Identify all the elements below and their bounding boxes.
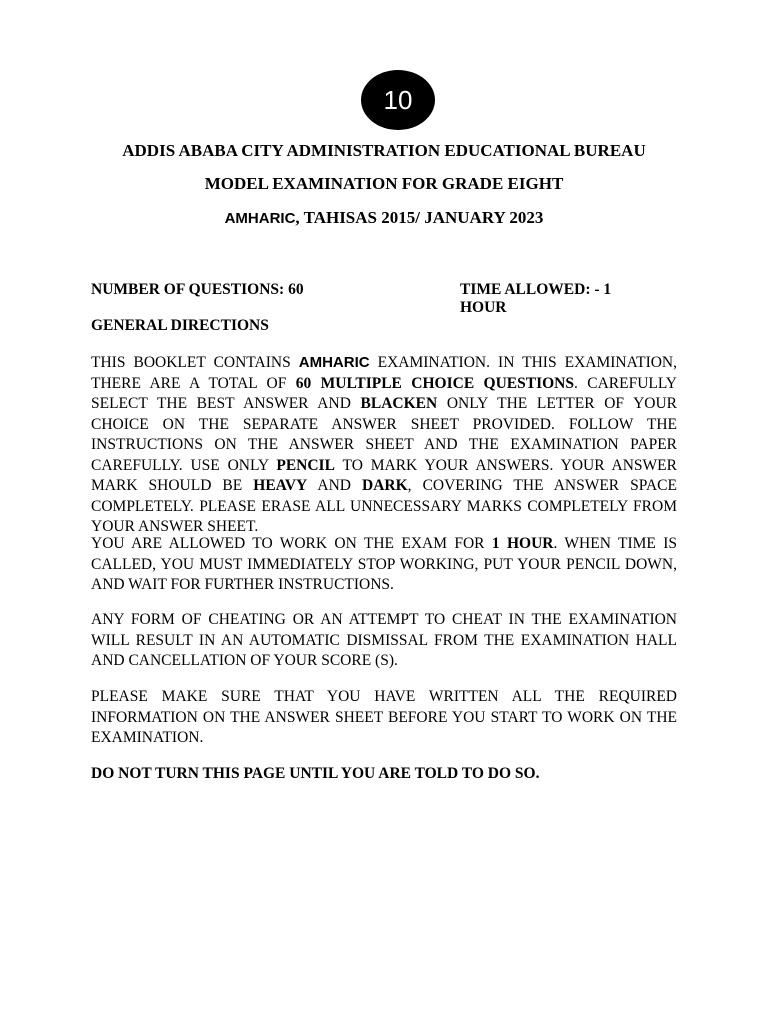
directions-paragraph-1 [91,353,677,538]
exam-date: , TAHISAS 2015/ JANUARY 2023 [295,208,544,227]
text: EXAMINATION. IN THIS EXAMINATION, THERE ARE A TOTAL OF [91,354,677,392]
question-count-emphasis: 60 MULTIPLE CHOICE QUESTIONS [295,374,574,392]
text: AND [307,477,363,494]
page-number: 10 [383,84,413,115]
text: YOU ARE ALLOWED TO WORK ON THE EXAM FOR [91,535,492,552]
number-of-questions: NUMBER OF QUESTIONS: 60 [91,281,304,298]
subject-name: AMHARIC [224,210,296,227]
directions-heading: GENERAL DIRECTIONS [91,317,269,334]
heavy-emphasis: HEAVY [253,477,308,494]
page-number-badge [361,70,435,130]
bureau-title: ADDIS ABABA CITY ADMINISTRATION EDUCATIONAL BUREAU [122,141,646,160]
exam-info-row [91,281,657,316]
duration-emphasis: 1 HOUR [491,535,554,552]
time-allowed: TIME ALLOWED: - 1 HOUR [460,281,612,316]
directions-paragraph-3: ANY FORM OF CHEATING OR AN ATTEMPT TO CHEAT IN THE EXAMINATION WILL RESULT IN AN AUTOMATIC DISMISSAL FROM THE EXAMINATION HALL AND CANCELLATION OF YOUR SCORE (S). [91,611,677,669]
text: TO MARK YOUR ANSWERS. YOUR ANSWER MARK SHOULD BE [91,456,677,494]
text: , COVERING THE ANSWER SPACE COMPLETELY. PLEASE ERASE ALL UNNECESSARY MARKS COMPLETELY FROM YOUR ANSWER SHEET. [91,477,677,535]
subject-emphasis: AMHARIC [298,354,370,371]
text: . CAREFULLY SELECT THE BEST ANSWER AND [91,374,677,412]
directions-paragraph-4: PLEASE MAKE SURE THAT YOU HAVE WRITTEN ALL THE REQUIRED INFORMATION ON THE ANSWER SHEET BEFORE YOU START TO WORK ON THE EXAMINATION. [91,688,677,746]
exam-title: MODEL EXAMINATION FOR GRADE EIGHT [204,174,564,193]
blacken-emphasis: BLACKEN [360,395,438,412]
closing-instruction: DO NOT TURN THIS PAGE UNTIL YOU ARE TOLD TO DO SO. [91,765,540,782]
subject-date-line [0,208,768,228]
text: THIS BOOKLET CONTAINS [91,354,299,371]
directions-paragraph-2 [91,534,677,596]
dark-emphasis: DARK [362,477,408,494]
text: . WHEN TIME IS CALLED, YOU MUST IMMEDIATELY STOP WORKING, PUT YOUR PENCIL DOWN, AND WAIT FOR FURTHER INSTRUCTIONS. [91,535,677,593]
pencil-emphasis: PENCIL [276,456,335,474]
text: ONLY THE LETTER OF YOUR CHOICE ON THE SEPARATE ANSWER SHEET PROVIDED. FOLLOW THE INSTRUCTIONS ON THE ANSWER SHEET AND THE EXAMINATION PAPER CAREFULLY. USE ONLY [91,395,677,474]
